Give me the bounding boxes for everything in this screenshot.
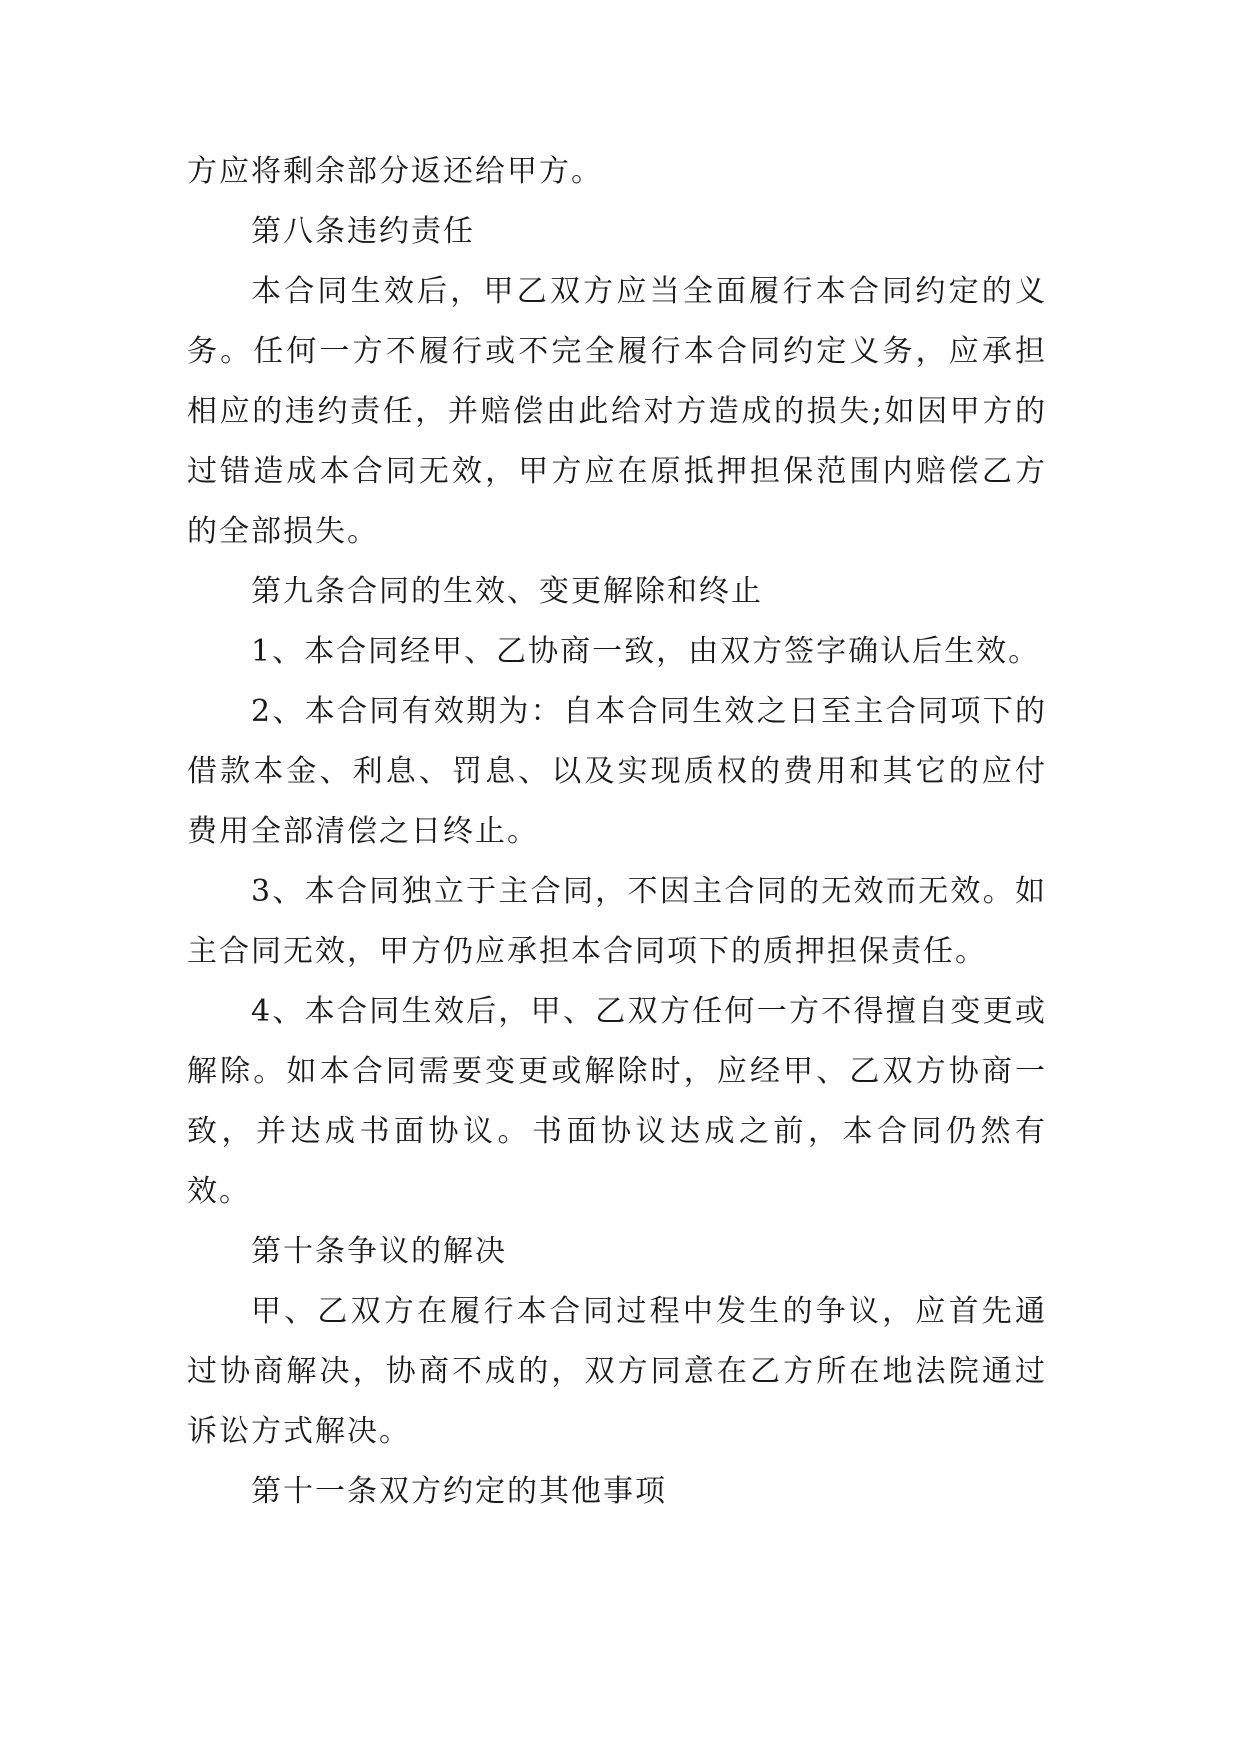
continuation-paragraph: 方应将剩余部分返还给甲方。 [187, 154, 603, 189]
article-11-heading: 第十一条双方约定的其他事项 [251, 1474, 667, 1509]
article-9-item-4: 4、本合同生效后，甲、乙双方任何一方不得擅自变更或解除。如本合同需要变更或解除时，应经甲、乙双方协商一致，并达成书面协议。书面协议达成之前，本合同仍然有效。 [187, 994, 1047, 1209]
article-9-item-2: 2、本合同有效期为：自本合同生效之日至主合同项下的借款本金、利息、罚息、以及实现质权的费用和其它的应付费用全部清偿之日终止。 [187, 694, 1047, 849]
article-9-heading: 第九条合同的生效、变更解除和终止 [251, 574, 763, 609]
article-10-heading: 第十条争议的解决 [251, 1234, 507, 1269]
article-8-paragraph: 本合同生效后，甲乙双方应当全面履行本合同约定的义务。任何一方不履行或不完全履行本合同约定义务，应承担相应的违约责任，并赔偿由此给对方造成的损失;如因甲方的过错造成本合同无效，甲方应在原抵押担保范围内赔偿乙方的全部损失。 [187, 274, 1047, 549]
article-9-item-1: 1、本合同经甲、乙协商一致，由双方签字确认后生效。 [251, 634, 1041, 669]
article-9-item-3: 3、本合同独立于主合同，不因主合同的无效而无效。如主合同无效，甲方仍应承担本合同项下的质押担保责任。 [187, 874, 1047, 969]
article-8-heading: 第八条违约责任 [251, 214, 475, 249]
contract-body [187, 142, 1047, 1522]
article-10-paragraph: 甲、乙双方在履行本合同过程中发生的争议，应首先通过协商解决，协商不成的，双方同意在乙方所在地法院通过诉讼方式解决。 [187, 1294, 1047, 1449]
